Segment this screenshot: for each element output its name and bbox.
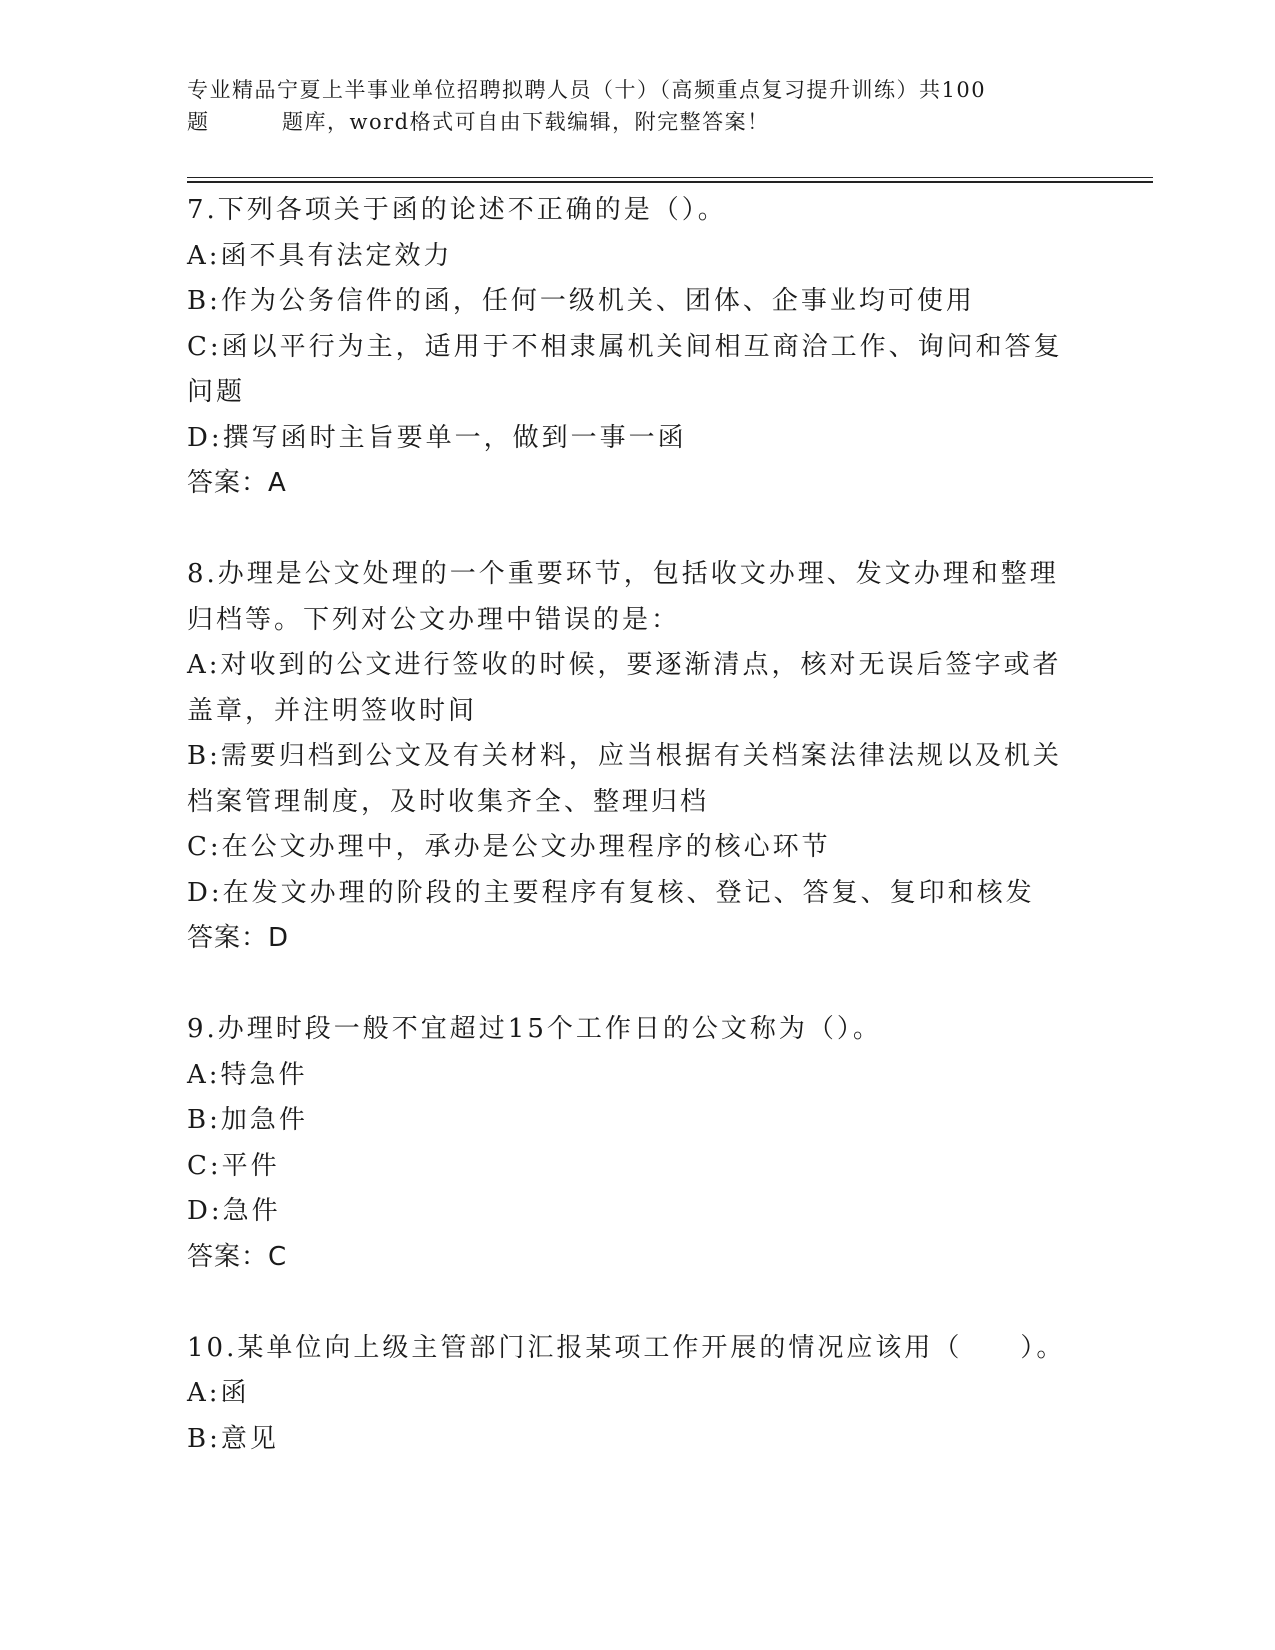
header-divider-thick	[187, 181, 1153, 183]
option-line: D:撰写函时主旨要单一，做到一事一函	[187, 422, 687, 453]
question-spacer	[187, 507, 1087, 553]
question-block	[187, 188, 1087, 507]
option-line: 盖章，并注明签收时间	[187, 695, 478, 726]
option-line: 问题	[187, 377, 246, 407]
option-line: D:在发文办理的阶段的主要程序有复核、登记、答复、复印和核发	[187, 877, 1035, 908]
answer-line: 答案：C	[187, 1241, 288, 1272]
header-line-1: 专业精品宁夏上半事业单位招聘拟聘人员（十）（高频重点复习提升训练）共100	[187, 78, 987, 102]
option-line: B:需要归档到公文及有关材料，应当根据有关档案法律法规以及机关	[187, 741, 1062, 771]
option-line: D:急件	[187, 1196, 281, 1226]
option-line: A:函	[187, 1378, 250, 1408]
question-stem-line: 归档等。下列对公文办理中错误的是：	[187, 604, 681, 635]
option-line: A:特急件	[187, 1059, 308, 1090]
option-line: A:对收到的公文进行签收的时候，要逐渐清点，核对无误后签字或者	[187, 650, 1062, 680]
page-header	[187, 74, 1087, 138]
question-stem-line: 7.下列各项关于函的论述不正确的是（）。	[187, 195, 727, 225]
question-spacer	[187, 962, 1087, 1008]
question-block	[187, 1326, 1087, 1463]
option-line: B:加急件	[187, 1105, 308, 1135]
option-line: B:作为公务信件的函，任何一级机关、团体、企事业均可使用	[187, 286, 975, 316]
option-line: A:函不具有法定效力	[187, 240, 453, 271]
header-divider-thin	[187, 177, 1153, 178]
option-line: B:意见	[187, 1423, 279, 1454]
option-line: 档案管理制度，及时收集齐全、整理归档	[187, 786, 710, 817]
answer-line: 答案：A	[187, 468, 287, 498]
answer-line: 答案：D	[187, 923, 290, 953]
option-line: C:平件	[187, 1150, 280, 1181]
question-block	[187, 552, 1087, 962]
question-spacer	[187, 1280, 1087, 1326]
question-block	[187, 1007, 1087, 1280]
question-stem-line: 9.办理时段一般不宜超过15个工作日的公文称为（）。	[187, 1014, 882, 1044]
header-line-2-left: 题	[187, 110, 210, 134]
header-line-2-right: 题库，word格式可自由下载编辑，附完整答案！	[282, 110, 770, 134]
question-stem-line: 10.某单位向上级主管部门汇报某项工作开展的情况应该用（ ）。	[187, 1332, 1066, 1363]
question-list	[187, 188, 1087, 1462]
question-stem-line: 8.办理是公文处理的一个重要环节，包括收文办理、发文办理和整理	[187, 559, 1059, 589]
header-line-2	[187, 106, 1087, 138]
option-line: C:在公文办理中，承办是公文办理程序的核心环节	[187, 832, 831, 862]
option-line: C:函以平行为主，适用于不相隶属机关间相互商洽工作、询问和答复	[187, 331, 1063, 362]
